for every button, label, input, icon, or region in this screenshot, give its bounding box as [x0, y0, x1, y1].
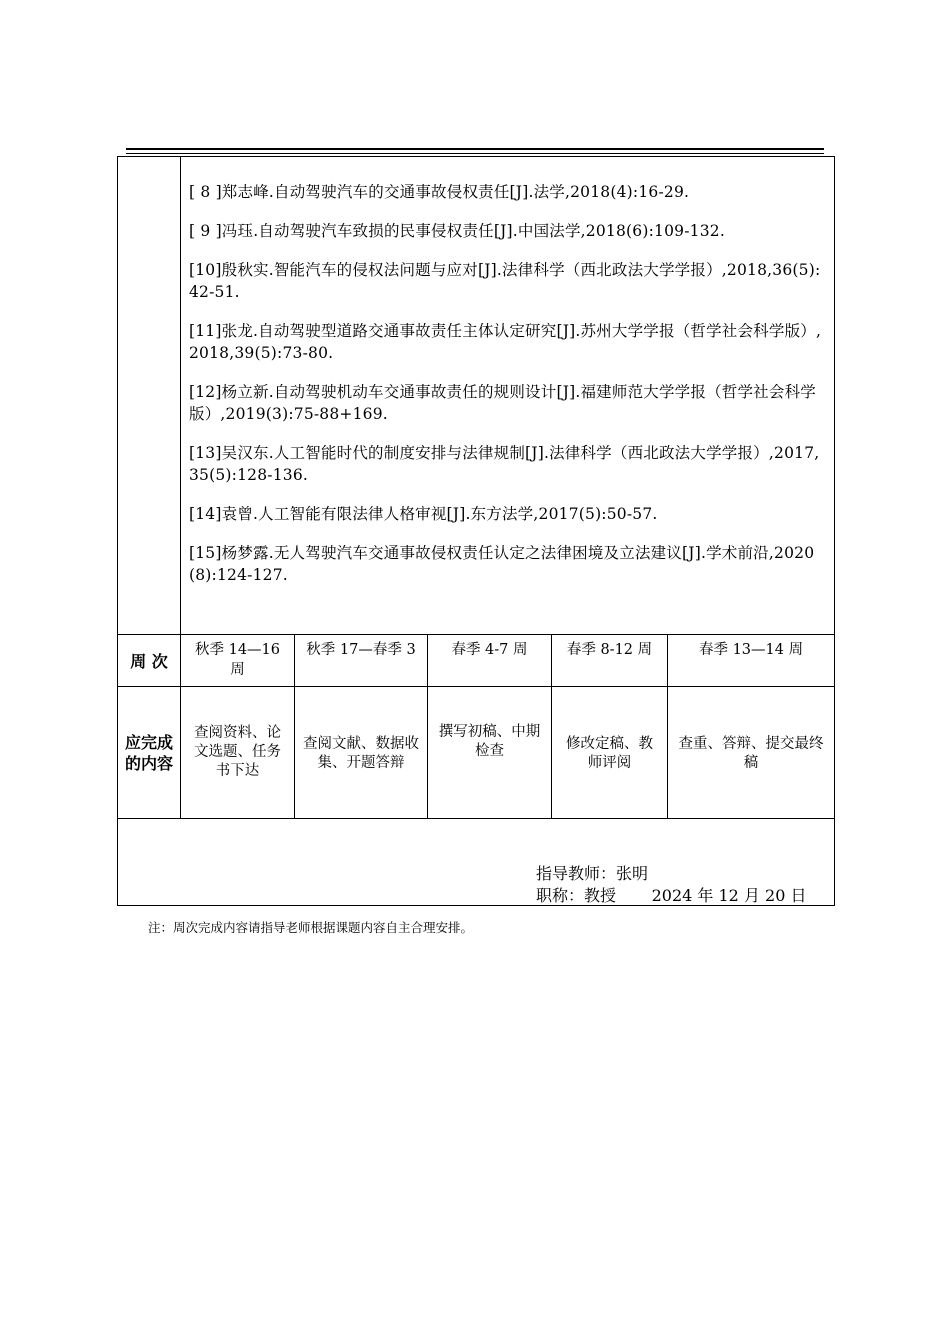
- reference-item: [10]殷秋实.智能汽车的侵权法问题与应对[J].法律科学（西北政法大学学报）,2018,36(5):42-51.: [189, 261, 821, 301]
- reference-item: [15]杨梦露.无人驾驶汽车交通事故侵权责任认定之法律困境及立法建议[J].学术前沿,2020(8):124-127.: [189, 544, 815, 584]
- week-cell: 秋季 14—16 周: [181, 635, 295, 687]
- week-cell: 春季 8-12 周: [552, 635, 668, 687]
- top-double-rule: [126, 148, 824, 150]
- top-double-rule-inner: [126, 153, 824, 154]
- reference-item: [ 8 ]郑志峰.自动驾驶汽车的交通事故侵权责任[J].法学,2018(4):16-29.: [189, 183, 690, 201]
- content-cell: 查阅资料、论文选题、任务书下达: [181, 687, 295, 819]
- week-row: [118, 635, 835, 687]
- references-row: [118, 157, 835, 635]
- content-row: [118, 687, 835, 819]
- content-cell: 修改定稿、教师评阅: [552, 687, 668, 819]
- week-label: 周 次: [118, 635, 181, 687]
- content-cell: 查阅文献、数据收集、开题答辩: [295, 687, 428, 819]
- reference-item: [12]杨立新.自动驾驶机动车交通事故责任的规则设计[J].福建师范大学学报（哲学社会科学版）,2019(3):75-88+169.: [189, 383, 816, 423]
- content-cell: 撰写初稿、中期检查: [428, 687, 552, 819]
- task-table: [117, 156, 835, 906]
- advisor-title-date: 职称：教授 2024 年 12 月 20 日: [536, 886, 807, 905]
- content-cell: 查重、答辩、提交最终稿: [668, 687, 835, 819]
- reference-item: [13]吴汉东.人工智能时代的制度安排与法律规制[J].法律科学（西北政法大学学报）,2017,35(5):128-136.: [189, 444, 820, 484]
- signature-row: [118, 819, 835, 906]
- content-label: 应完成的内容: [118, 687, 181, 819]
- references-label-cell: [118, 157, 181, 635]
- reference-item: [14]袁曾.人工智能有限法律人格审视[J].东方法学,2017(5):50-57.: [189, 505, 658, 523]
- advisor-name: 指导教师：张明: [536, 864, 649, 883]
- references-cell: [181, 157, 835, 635]
- footnote: 注：周次完成内容请指导老师根据课题内容自主合理安排。: [148, 920, 474, 935]
- reference-item: [ 9 ]冯珏.自动驾驶汽车致损的民事侵权责任[J].中国法学,2018(6):109-132.: [189, 222, 725, 240]
- signature-cell: [118, 819, 835, 906]
- week-cell: 春季 4-7 周: [428, 635, 552, 687]
- reference-item: [11]张龙.自动驾驶型道路交通事故责任主体认定研究[J].苏州大学学报（哲学社会科学版）,2018,39(5):73-80.: [189, 322, 822, 362]
- week-cell: 春季 13—14 周: [668, 635, 835, 687]
- week-cell: 秋季 17—春季 3: [295, 635, 428, 687]
